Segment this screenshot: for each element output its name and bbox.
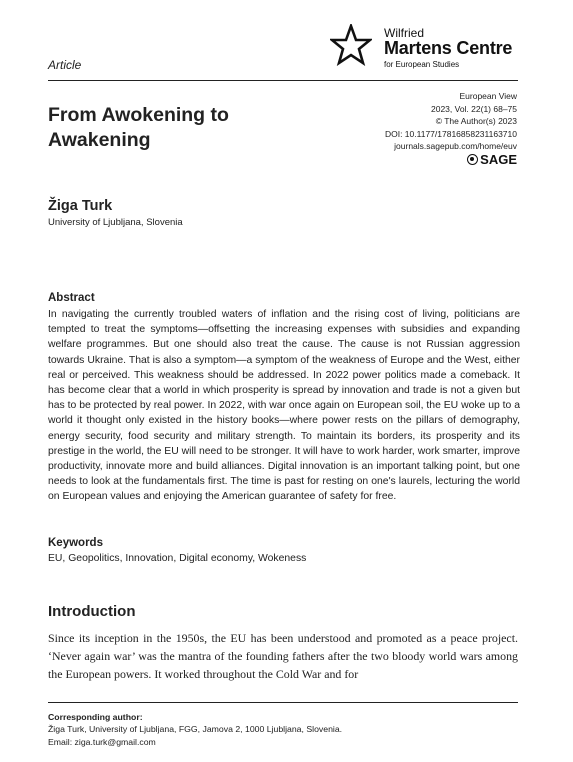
corresponding-address: Žiga Turk, University of Ljubljana, FGG, Jamova 2, 1000 Ljubljana, Slovenia. (48, 724, 343, 735)
logo-line-1: Wilfried (384, 26, 425, 40)
article-type: Article (48, 58, 82, 72)
abstract-text: In navigating the currently troubled waters of inflation and the rising cost of living, politicians are tempted to treat the symptoms—offsetting the increasing expenses with subsidies and expanding welfare programmes. But one should also treat the cause. The cause is not Russian aggression towards Ukraine. That is also a symptom—a symptom of the weakness of Europe and the West, either real or perceived. This weakness should be addressed. In 2022 power politics made a comeback. It has become clear that a world in which prosperity is spread by innovation and trade is not a given but has to be protected by real power. In 2022, with war once again on European soil, the EU woke up to a world it thought only existed in the history books—where power rests on the pillars of demography, energy security, food security and military strength. To maintain its borders, its prosperity and its prestige in the world, the EU will need to be stronger. It will have to work harder, work smarter, improve productivity, innovate more and build alliances. Digital innovation is an important talking point, but one needs to look at the fundamentals first. The time is past for resting on one's laurels, lecturing the world on European values and enjoying the American guarantee of safety for free. (48, 309, 520, 503)
header-divider (48, 80, 518, 81)
corresponding-author (48, 711, 342, 748)
martens-centre-logo (330, 24, 530, 76)
article-title: From Awokening to Awakening (48, 104, 229, 151)
abstract-heading: Abstract (48, 292, 95, 304)
doi: DOI: 10.1177/17816858231163710 (384, 128, 517, 139)
journal-volume: 2023, Vol. 22(1) 68–75 (430, 103, 517, 114)
journal-meta (385, 90, 517, 153)
footer-divider (48, 702, 518, 703)
copyright: © The Author(s) 2023 (435, 116, 517, 126)
star-logo-icon (330, 24, 372, 66)
journal-name: European View (459, 91, 517, 101)
logo-line-3: for European Studies (384, 60, 460, 69)
sage-logo (467, 152, 517, 167)
introduction-text: Since its inception in the 1950s, the EU has been understood and promoted as a peace project. ‘Never again war’ was the mantra of the founding fathers after the two bloody world wars among the European powers. It worked throughout the Cold War and for (48, 631, 518, 681)
author-name: Žiga Turk (48, 198, 113, 214)
sage-wordmark: SAGE (480, 152, 517, 167)
corresponding-heading: Corresponding author: (48, 712, 143, 722)
author-affiliation: University of Ljubljana, Slovenia (48, 217, 183, 228)
corresponding-email[interactable]: Email: ziga.turk@gmail.com (48, 736, 156, 747)
keywords-heading: Keywords (48, 537, 103, 549)
introduction-heading: Introduction (48, 603, 136, 620)
sage-ring-icon (467, 154, 478, 165)
logo-line-2: Martens Centre (384, 38, 513, 58)
journal-url[interactable]: journals.sagepub.com/home/euv (394, 141, 517, 151)
keywords-text: EU, Geopolitics, Innovation, Digital economy, Wokeness (48, 553, 307, 564)
